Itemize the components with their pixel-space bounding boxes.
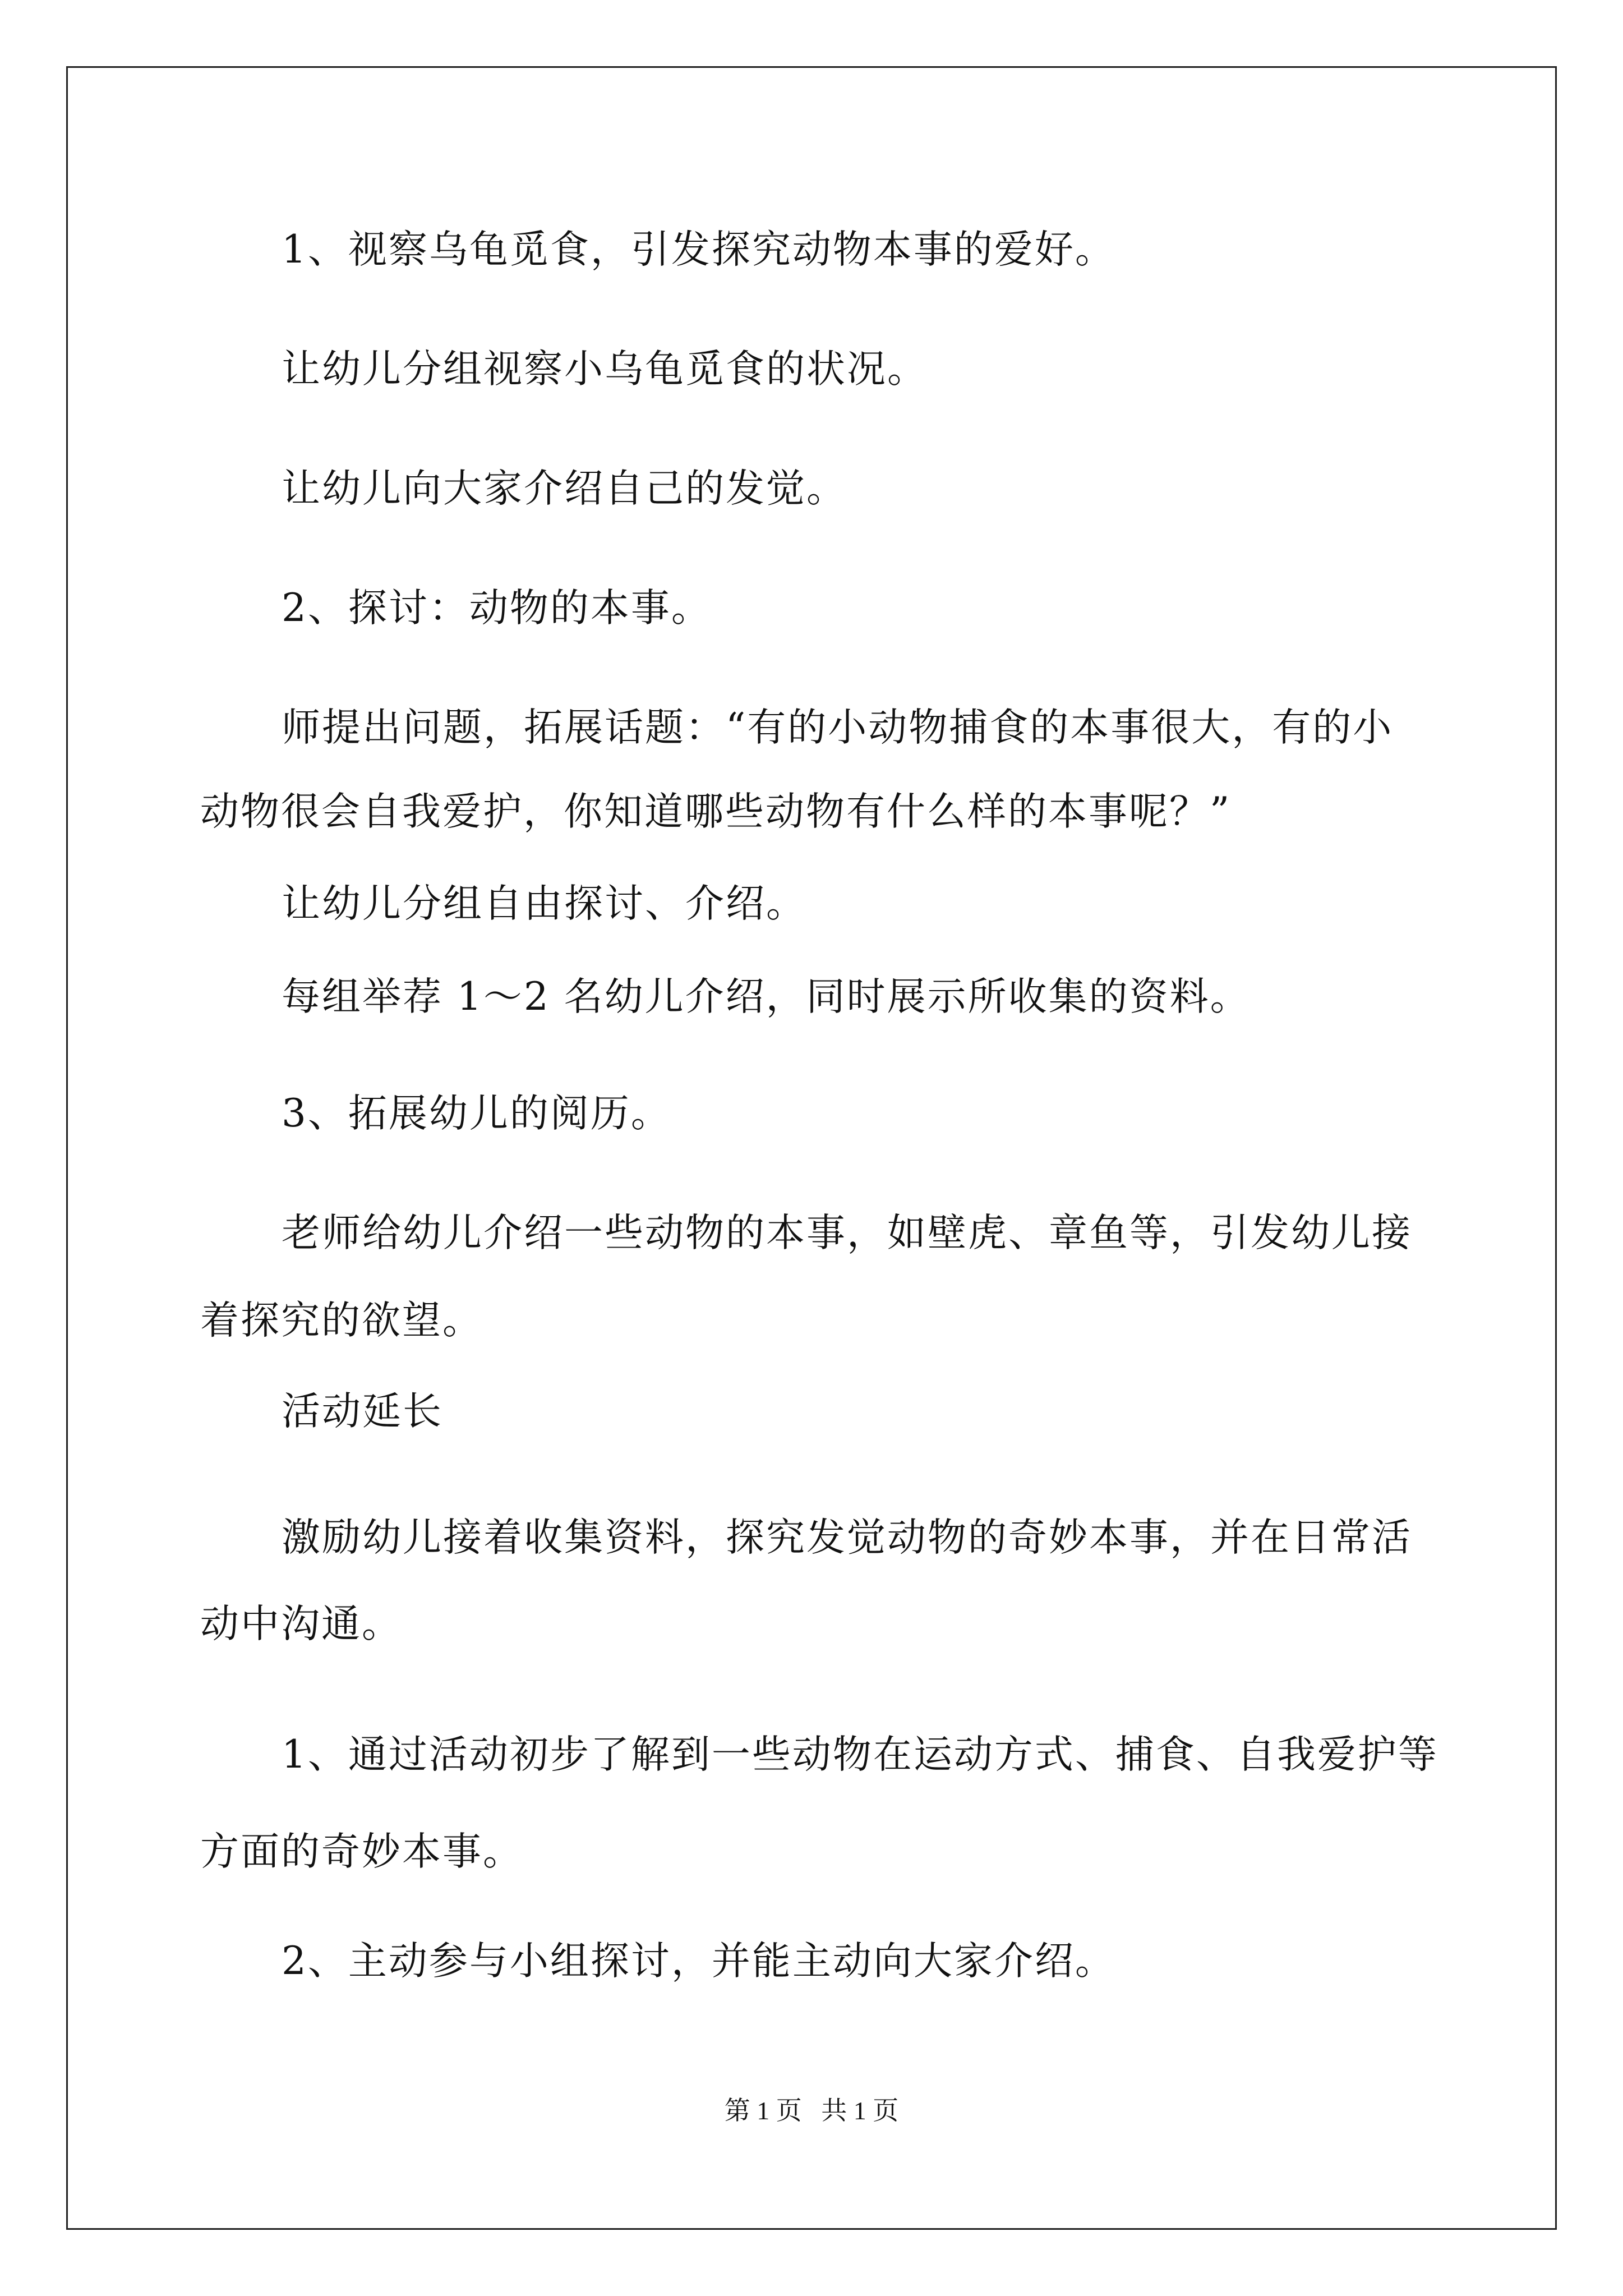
paragraph-line: 激励幼儿接着收集资料，探究发觉动物的奇妙本事，并在日常活: [282, 1515, 1412, 1560]
paragraph-line: 1、通过活动初步了解到一些动物在运动方式、捕食、自我爱护等: [282, 1732, 1438, 1777]
page-number-footer: 第 1 页 共 1 页: [724, 2096, 899, 2125]
paragraph-line: 2、主动参与小组探讨，并能主动向大家介绍。: [282, 1939, 1115, 1984]
paragraph-line: 1、视察乌龟觅食，引发探究动物本事的爱好。: [282, 227, 1115, 272]
paragraph-line: 每组举荐 1～2 名幼儿介绍，同时展示所收集的资料。: [282, 974, 1251, 1019]
paragraph-line: 动中沟通。: [200, 1602, 402, 1646]
paragraph-line: 活动延长: [282, 1389, 443, 1434]
paragraph-line: 3、拓展幼儿的阅历。: [282, 1091, 671, 1136]
paragraph-line: 动物很会自我爱护，你知道哪些动物有什么样的本事呢？”: [200, 789, 1232, 834]
paragraph-line: 让幼儿分组视察小乌龟觅食的状况。: [282, 347, 928, 392]
paragraph-line: 着探究的欲望。: [200, 1298, 483, 1343]
paragraph-line: 2、探讨：动物的本事。: [282, 586, 712, 631]
paragraph-line: 让幼儿向大家介绍自己的发觉。: [282, 466, 847, 511]
paragraph-line: 方面的奇妙本事。: [200, 1829, 523, 1874]
paragraph-line: 师提出问题，拓展话题：“有的小动物捕食的本事很大，有的小: [282, 705, 1394, 750]
paragraph-line: 让幼儿分组自由探讨、介绍。: [282, 881, 806, 926]
paragraph-line: 老师给幼儿介绍一些动物的本事，如壁虎、章鱼等，引发幼儿接: [282, 1211, 1412, 1255]
